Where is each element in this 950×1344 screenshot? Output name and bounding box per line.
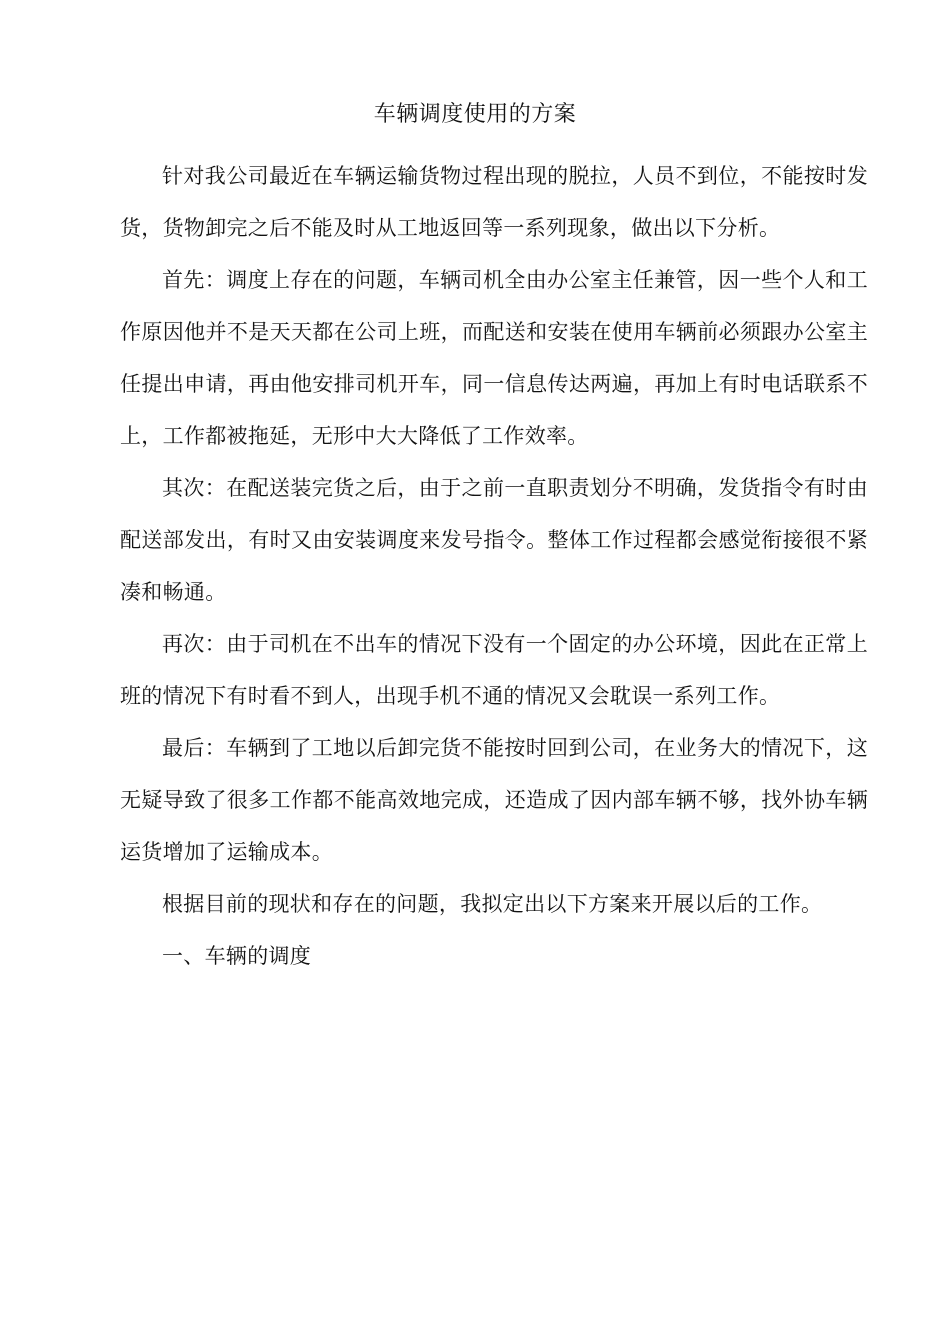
document-title: 车辆调度使用的方案 xyxy=(373,102,577,127)
paragraph-plan-intro: 根据目前的现状和存在的问题，我拟定出以下方案来开展以后的工作。 xyxy=(162,892,823,916)
paragraph-second: 其次：在配送装完货之后，由于之前一直职责划分不明确，发货指令有时由配送部发出，有时又由安装调度来发号指令。整体工作过程都会感觉衔接很不紧凑和畅通。 xyxy=(120,476,868,604)
paragraph-last: 最后：车辆到了工地以后卸完货不能按时回到公司，在业务大的情况下，这无疑导致了很多工作都不能高效地完成，还造成了因内部车辆不够，找外协车辆运货增加了运输成本。 xyxy=(120,736,868,864)
section-heading-vehicle-dispatch: 一、车辆的调度 xyxy=(162,944,312,968)
paragraph-intro: 针对我公司最近在车辆运输货物过程出现的脱拉，人员不到位，不能按时发货，货物卸完之后不能及时从工地返回等一系列现象，做出以下分析。 xyxy=(120,164,868,240)
paragraph-first: 首先：调度上存在的问题，车辆司机全由办公室主任兼管，因一些个人和工作原因他并不是天天都在公司上班，而配送和安装在使用车辆前必须跟办公室主任提出申请，再由他安排司机开车，同一信息传达两遍，再加上有时电话联系不上，工作都被拖延，无形中大大降低了工作效率。 xyxy=(120,268,868,448)
document-body xyxy=(120,150,868,982)
paragraph-third: 再次：由于司机在不出车的情况下没有一个固定的办公环境，因此在正常上班的情况下有时看不到人，出现手机不通的情况又会耽误一系列工作。 xyxy=(120,632,868,708)
